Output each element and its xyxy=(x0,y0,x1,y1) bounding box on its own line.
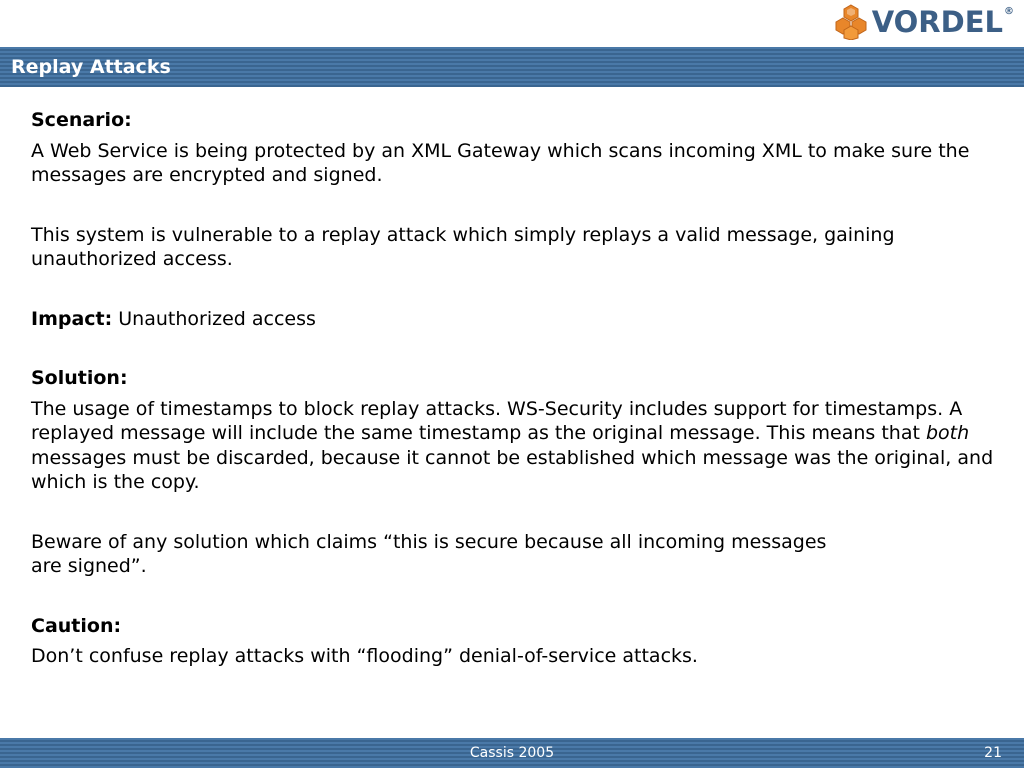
solution-emphasis: both xyxy=(926,422,970,444)
page-number: 21 xyxy=(984,745,1002,761)
vulnerability-text: This system is vulnerable to a replay attack which simply replays a valid message, gaining unauthorized access. xyxy=(31,223,895,270)
caution-heading: Caution: xyxy=(31,614,122,637)
honeycomb-logo-icon xyxy=(834,4,868,40)
solution-heading: Solution: xyxy=(31,367,128,389)
solution-text xyxy=(31,397,1001,495)
beware-line-1: Beware of any solution which claims “this is secure because all incoming messages xyxy=(31,530,827,553)
footer-bar xyxy=(0,738,1024,768)
slide-title: Replay Attacks xyxy=(11,56,171,78)
caution-text: Don’t confuse replay attacks with “flooding” denial-of-service attacks. xyxy=(31,645,698,667)
scenario-text: A Web Service is being protected by an XML Gateway which scans incoming XML to make sure the messages are encrypted and signed. xyxy=(31,139,970,186)
logo-wordmark: VORDEL xyxy=(871,5,1003,39)
solution-text-part-2: messages must be discarded, because it cannot be established which message was the original, and which is the copy. xyxy=(31,446,994,493)
solution-text-part-1: The usage of timestamps to block replay attacks. WS-Security includes support for timestamps. A replayed message will include the same timestamp as the original message. This means that xyxy=(31,397,963,444)
vordel-logo xyxy=(834,4,1014,40)
impact-line xyxy=(31,307,1001,332)
slide-body xyxy=(31,108,1001,669)
scenario-heading: Scenario: xyxy=(31,109,132,131)
beware-line-2: are signed”. xyxy=(31,555,147,577)
title-bar xyxy=(0,47,1024,87)
impact-text: Unauthorized access xyxy=(112,307,316,330)
impact-label: Impact: xyxy=(31,307,113,330)
footer-caption: Cassis 2005 xyxy=(469,745,555,761)
registered-mark: ® xyxy=(1004,6,1014,17)
